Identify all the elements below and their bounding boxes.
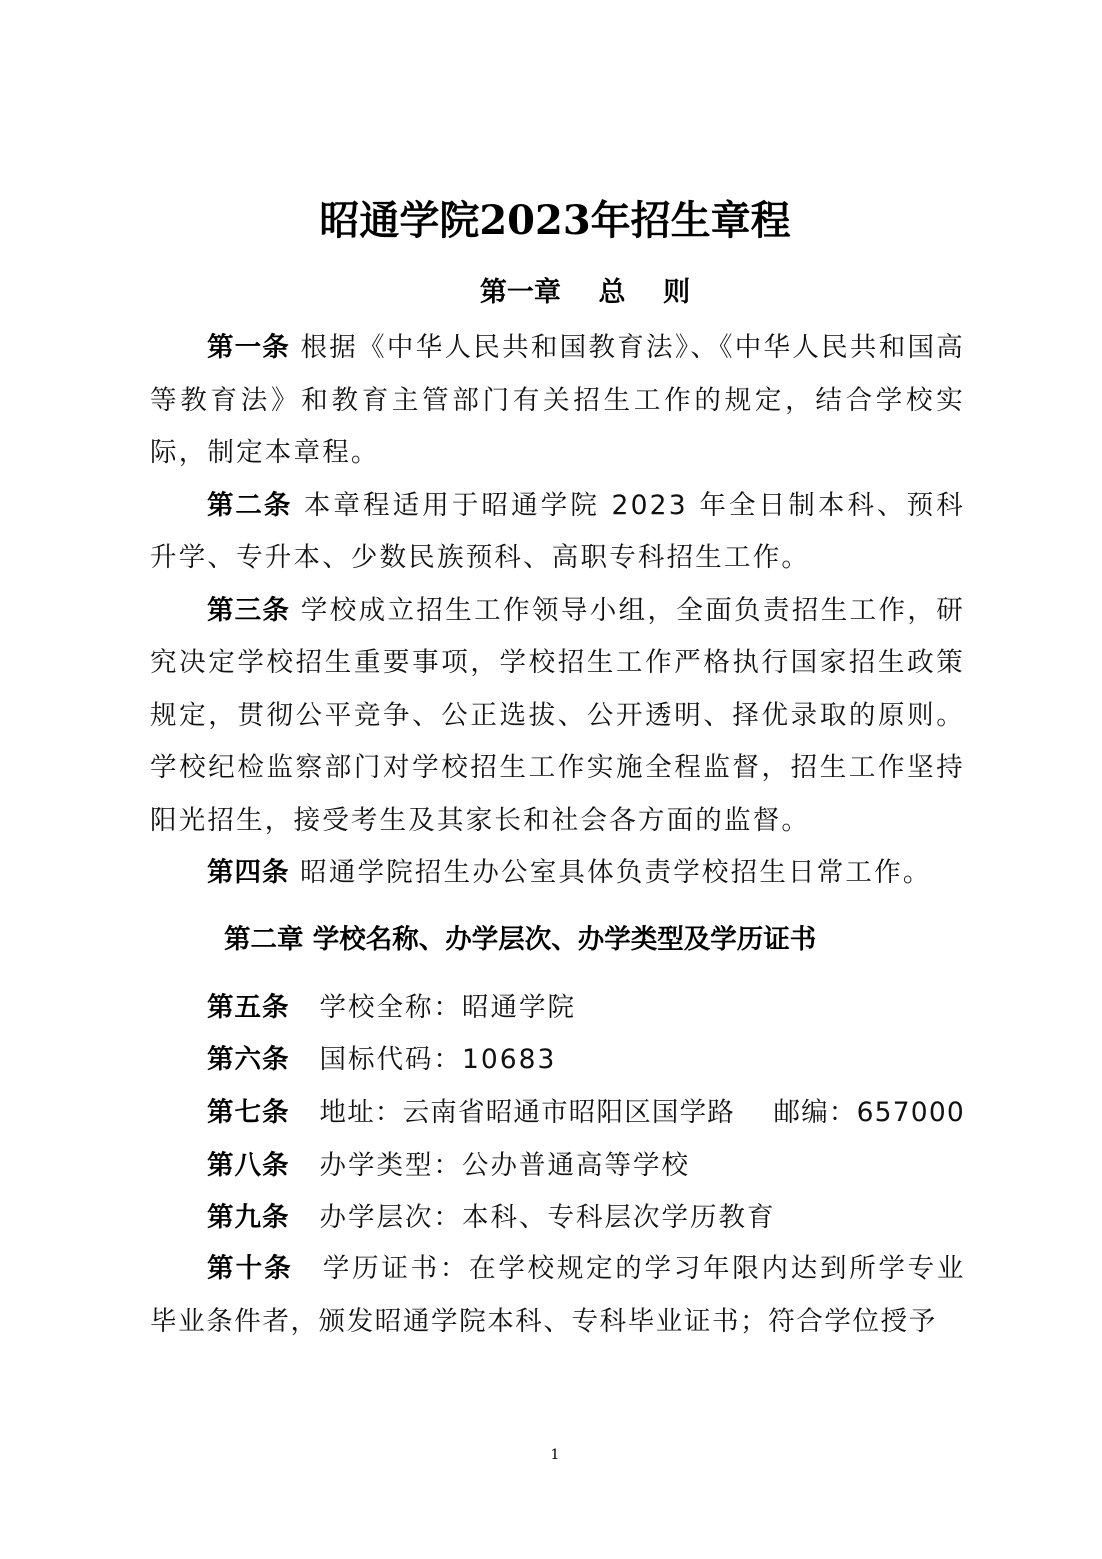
document-title: 昭通学院2023年招生章程 [319, 197, 791, 244]
chapter-1-body [150, 322, 965, 900]
article-lead: 第四条 [207, 857, 290, 888]
article-4 [150, 847, 965, 900]
article-1 [150, 322, 965, 480]
article-lead: 第九条 [207, 1202, 290, 1233]
article-10-block [150, 1243, 965, 1348]
article-lead: 第一条 [207, 332, 290, 363]
article-text: 本章程适用于昭通学院 2023 年全日制本科、预科升学、专升本、少数民族预科、高职专科招生工作。 [150, 489, 965, 573]
article-3 [150, 585, 965, 848]
article-text: 办学类型：公办普通高等学校 [319, 1150, 690, 1181]
article-5 [207, 988, 576, 1028]
article-text: 地址：云南省昭通市昭阳区国学路 邮编：657000 [319, 1097, 965, 1128]
article-6 [207, 1040, 556, 1080]
article-10 [150, 1243, 965, 1348]
article-7 [207, 1093, 965, 1133]
article-lead: 第三条 [207, 594, 291, 626]
chapter-1-heading: 第一章 总 则 [479, 277, 691, 308]
article-lead: 第八条 [207, 1150, 290, 1181]
article-text: 根据《中华人民共和国教育法》、《中华人民共和国高等教育法》和教育主管部门有关招生工作的规定，结合学校实际，制定本章程。 [150, 332, 965, 468]
article-text: 学校全称：昭通学院 [319, 992, 576, 1023]
article-2 [150, 480, 965, 585]
article-lead: 第七条 [207, 1097, 290, 1128]
article-text: 国标代码：10683 [319, 1044, 557, 1075]
article-lead: 第五条 [207, 992, 290, 1023]
article-9 [207, 1198, 776, 1238]
article-lead: 第十条 [207, 1253, 293, 1284]
article-text: 办学层次：本科、专科层次学历教育 [319, 1202, 776, 1233]
page-number: 1 [550, 1447, 560, 1463]
article-text: 学历证书：在学校规定的学习年限内达到所学专业毕业条件者，颁发昭通学院本科、专科毕业证书；符合学位授予 [150, 1253, 966, 1337]
article-lead: 第二条 [207, 489, 293, 521]
article-text: 昭通学院招生办公室具体负责学校招生日常工作。 [300, 857, 932, 888]
article-text: 学校成立招生工作领导小组，全面负责招生工作，研究决定学校招生重要事项，学校招生工作严格执行国家招生政策规定，贯彻公平竞争、公正选拔、公开透明、择优录取的原则。学校纪检监察部门对学校招生工作实施全程监督，招生工作坚持阳光招生，接受考生及其家长和社会各方面的监督。 [150, 594, 966, 836]
article-8 [207, 1146, 690, 1186]
chapter-2-heading: 第二章 学校名称、办学层次、办学类型及学历证书 [224, 924, 817, 955]
article-lead: 第六条 [207, 1044, 290, 1075]
